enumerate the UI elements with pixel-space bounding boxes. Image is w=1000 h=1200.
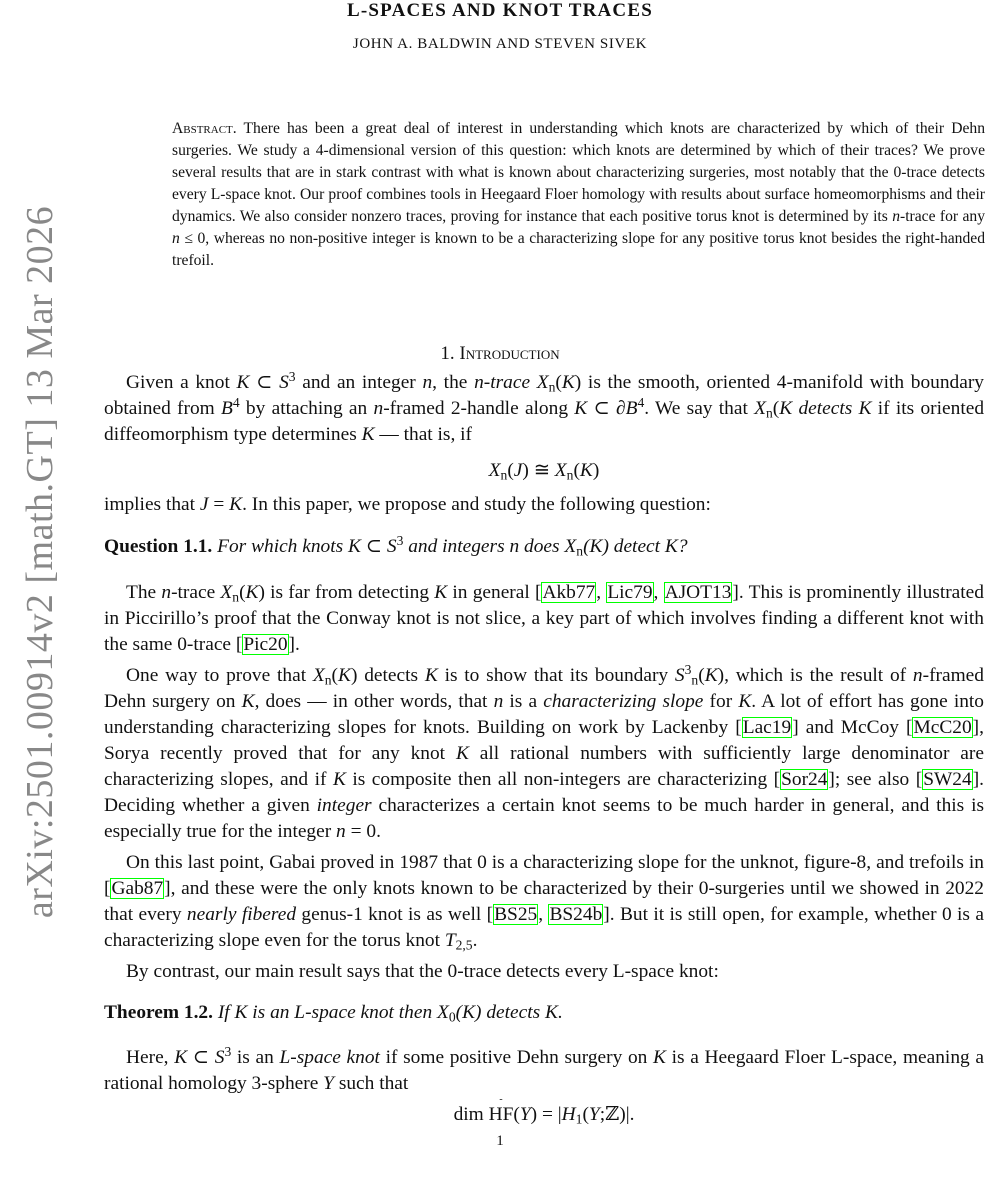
- text-run: ) = |: [530, 1104, 562, 1125]
- text-run: n: [912, 665, 923, 686]
- text-run: (K) detect K?: [583, 536, 688, 557]
- subscript: 0: [448, 1009, 456, 1025]
- text-run: ], Sorya recently proved that for any knot: [104, 717, 984, 764]
- text-run: such that: [333, 1073, 409, 1094]
- text-run: X: [488, 460, 501, 481]
- text-run: K: [424, 665, 438, 686]
- text-run: detects K: [798, 398, 872, 419]
- text-run: implies that: [104, 494, 200, 515]
- display-equation-trace: [104, 458, 984, 484]
- text-run: is a: [503, 691, 544, 712]
- text-run: X: [554, 460, 567, 481]
- display-equation-hf: [104, 1102, 984, 1128]
- text-run: and integers n does X: [403, 536, 577, 557]
- abstract: [172, 118, 985, 272]
- text-run: K: [361, 424, 375, 445]
- superscript: 3: [224, 1044, 232, 1060]
- text-run: and an integer: [295, 372, 423, 393]
- text-run: Y: [323, 1073, 334, 1094]
- text-run: ) ≅: [522, 460, 555, 481]
- text-run: L-space knot: [279, 1047, 380, 1068]
- text-run: is to show that its boundary: [437, 665, 675, 686]
- paragraph-gabai: [104, 850, 984, 954]
- text-run: HF: [489, 1102, 514, 1128]
- text-run: ]. Deciding whether a given: [104, 769, 984, 816]
- text-run: ,: [538, 904, 549, 925]
- text-run: K: [338, 665, 351, 686]
- paragraph-main-result: [104, 959, 984, 985]
- subscript: n: [691, 672, 699, 688]
- text-run: Given a knot: [126, 372, 237, 393]
- text-run: J: [513, 460, 523, 481]
- text-run: ,: [653, 582, 664, 603]
- text-run: — that is, if: [374, 424, 473, 445]
- text-run: X: [754, 398, 766, 419]
- citation-link[interactable]: SW24: [923, 769, 972, 790]
- citation-link[interactable]: Pic20: [243, 634, 288, 655]
- text-run: (: [582, 1104, 589, 1125]
- theorem-1-2: [104, 1000, 984, 1026]
- text-run: ].: [288, 634, 300, 655]
- paragraph-characterizing-slopes: [104, 663, 984, 845]
- citation-link[interactable]: Lac19: [742, 717, 792, 738]
- citation-link[interactable]: Akb77: [542, 582, 596, 603]
- subscript: n: [576, 543, 584, 559]
- section-title: Introduction: [459, 343, 560, 364]
- text-run: X: [220, 582, 233, 603]
- text-run: B: [221, 398, 233, 419]
- superscript: 4: [232, 395, 240, 411]
- text-run: ;ℤ)|.: [599, 1104, 635, 1125]
- text-run: n: [172, 230, 180, 247]
- section-number: 1.: [440, 343, 455, 364]
- text-run: (: [698, 665, 705, 686]
- text-run: all rational numbers with sufficiently large denominator are characterizing slopes, and if: [104, 743, 984, 790]
- citation-link[interactable]: BS24b: [549, 904, 603, 925]
- arxiv-stamp: arXiv:2501.00914v2 [math.GT] 13 Mar 2026: [19, 205, 61, 919]
- text-run: There has been a great deal of interest in understanding which knots are characterized by which of their Dehn surgeries. We study a 4-dimensional version of this question: which knots are determined by which of their traces? We prove several results that are in stark contrast with what is known about characterizing surgeries, most notably that the 0-trace detects every L-space knot. Our proof combines tools in Heegaard Floer homology with results about surface homeomorphisms and their dynamics. We also consider nonzero traces, proving for instance that each positive torus knot is determined by its: [172, 120, 985, 225]
- text-run: characterizing slope: [543, 691, 704, 712]
- subscript: 1: [575, 1111, 583, 1127]
- superscript: 4: [637, 395, 645, 411]
- text-run: Abstract.: [172, 120, 237, 137]
- text-run: (: [573, 460, 580, 481]
- text-run: (: [239, 582, 246, 603]
- text-run: K: [434, 582, 448, 603]
- text-run: K: [245, 582, 259, 603]
- subscript: n: [765, 405, 773, 421]
- text-run: ) is the smooth, oriented 4-manifold with boundary obtained from: [104, 372, 985, 419]
- subscript: n: [548, 379, 556, 395]
- text-run: -framed Dehn surgery on: [104, 665, 984, 712]
- text-run: if its oriented diffeomorphism type determines: [104, 398, 985, 445]
- text-run: . A lot of effort has gone into understanding characterizing slopes for knots. Building on work by Lackenby [: [104, 691, 984, 738]
- text-run: S: [279, 372, 289, 393]
- text-run: K: [455, 743, 469, 764]
- text-run: ⊂: [249, 372, 280, 393]
- text-run: in general [: [447, 582, 542, 603]
- text-run: K: [738, 691, 752, 712]
- text-run: is composite then all non-integers are characterizing [: [345, 769, 781, 790]
- text-run: ), which is the result of: [717, 665, 913, 686]
- text-run: K: [704, 665, 718, 686]
- text-run: -trace: [171, 582, 221, 603]
- text-run: . We say that: [644, 398, 755, 419]
- text-run: if some positive Dehn surgery on: [379, 1047, 654, 1068]
- text-run: ,: [596, 582, 607, 603]
- text-run: is an: [231, 1047, 280, 1068]
- text-run: K: [174, 1047, 188, 1068]
- text-run: n: [493, 691, 504, 712]
- subscript: n: [232, 589, 240, 605]
- text-run: (: [331, 665, 339, 686]
- text-run: , the: [432, 372, 475, 393]
- citation-link[interactable]: Lic79: [607, 582, 653, 603]
- text-run: integer: [316, 795, 372, 816]
- text-run: n: [422, 372, 433, 393]
- text-run: (: [507, 460, 514, 481]
- text-run: ⊂ ∂: [587, 398, 626, 419]
- text-run: Question 1.1.: [104, 536, 213, 557]
- text-run: H: [561, 1104, 576, 1125]
- text-run: ⊂: [187, 1047, 215, 1068]
- paper-title: L-SPACES AND KNOT TRACES: [347, 0, 653, 21]
- superscript: 3: [684, 662, 692, 678]
- text-run: K: [779, 398, 793, 419]
- text-run: dim: [453, 1104, 489, 1125]
- superscript: 3: [288, 369, 296, 385]
- subscript: n: [566, 467, 574, 483]
- text-run: -framed 2-handle along: [383, 398, 575, 419]
- text-run: For which knots K ⊂ S: [212, 536, 397, 557]
- text-run: ): [592, 460, 600, 481]
- text-run: Y: [519, 1104, 531, 1125]
- text-run: S: [214, 1047, 225, 1068]
- citation-link[interactable]: McC20: [913, 717, 972, 738]
- text-run: K: [229, 494, 243, 515]
- paper-authors: JOHN A. BALDWIN AND STEVEN SIVEK: [352, 36, 648, 52]
- paragraph-definition: [104, 370, 984, 448]
- text-run: K: [332, 769, 346, 790]
- text-run: Theorem 1.2.: [104, 1002, 213, 1023]
- superscript: 3: [396, 533, 404, 549]
- text-run: by attaching an: [239, 398, 374, 419]
- section-heading: [0, 342, 1000, 366]
- text-run: (: [513, 1104, 520, 1125]
- text-run: On this last point, Gabai proved in 1987 that 0 is a characterizing slope for the unknot, figure-8, and trefoils in [: [104, 852, 984, 899]
- text-run: = 0.: [345, 821, 381, 842]
- paragraph-trace-detection: [104, 580, 984, 658]
- text-run: =: [208, 494, 230, 515]
- text-run: K: [579, 460, 593, 481]
- citation-link[interactable]: AJOT13: [664, 582, 732, 603]
- question-1-1: [104, 534, 984, 560]
- text-run: n: [336, 821, 346, 842]
- subscript: 2,5: [455, 937, 473, 953]
- text-run: ≤ 0, whereas no non-positive integer is known to be a characterizing slope for any positive torus knot besides the right-handed trefoil.: [172, 230, 985, 269]
- text-run: K: [653, 1047, 666, 1068]
- text-run: (: [555, 372, 562, 393]
- text-run: K: [561, 372, 575, 393]
- page-number: 1: [496, 1133, 504, 1149]
- text-run: If K is an L-space knot then X: [212, 1002, 449, 1023]
- text-run: n-trace X: [474, 372, 549, 393]
- text-run: (K) detects K.: [455, 1002, 563, 1023]
- citation-link[interactable]: Sor24: [781, 769, 828, 790]
- paragraph-question-intro: [104, 492, 984, 518]
- text-run: J: [199, 494, 209, 515]
- text-run: S: [674, 665, 685, 686]
- citation-link[interactable]: Gab87: [111, 878, 164, 899]
- subscript: n: [500, 467, 508, 483]
- text-run: ]; see also [: [828, 769, 923, 790]
- paragraph-lspace-definition: [104, 1045, 984, 1097]
- text-run: Y: [588, 1104, 600, 1125]
- text-run: ]. But it is still open, for example, whether 0 is a characterizing slope even for the torus knot: [104, 904, 984, 951]
- text-run: ) is far from detecting: [258, 582, 435, 603]
- text-run: T: [444, 930, 456, 951]
- text-run: By contrast, our main result says that the 0-trace detects every L-space knot:: [126, 961, 719, 982]
- text-run: , does — in other words, that: [254, 691, 494, 712]
- subscript: n: [324, 672, 332, 688]
- text-run: ]. This is prominently illustrated in Piccirillo’s proof that the Conway knot is not slice, a key part of which involves finding a different knot with the same 0-trace [: [104, 582, 984, 655]
- citation-link[interactable]: BS25: [494, 904, 538, 925]
- text-run: Here,: [126, 1047, 175, 1068]
- text-run: . In this paper, we propose and study the following question:: [242, 494, 711, 515]
- text-run: n: [373, 398, 384, 419]
- text-run: ) detects: [350, 665, 425, 686]
- text-run: K: [574, 398, 588, 419]
- text-run: genus-1 knot is as well [: [296, 904, 494, 925]
- text-run: K: [241, 691, 255, 712]
- text-run: n: [892, 208, 901, 225]
- text-run: X: [312, 665, 325, 686]
- text-run: ], and these were the only knots known to be characterized by their 0-surgeries until we showed in 2022 that every: [104, 878, 984, 925]
- text-run: (: [772, 398, 780, 419]
- text-run: One way to prove that: [126, 665, 313, 686]
- text-run: n: [161, 582, 172, 603]
- text-run: The: [126, 582, 162, 603]
- text-run: .: [472, 930, 478, 951]
- text-run: ] and McCoy [: [792, 717, 913, 738]
- text-run: is a Heegaard Floer L-space, meaning a rational homology 3-sphere: [104, 1047, 984, 1094]
- text-run: -trace for any: [900, 208, 985, 225]
- text-run: nearly fibered: [186, 904, 297, 925]
- text-run: B: [625, 398, 638, 419]
- text-run: for: [703, 691, 739, 712]
- text-run: characterizes a certain knot seems to be much harder in general, and this is especially true for the integer: [104, 795, 984, 842]
- text-run: K: [236, 372, 250, 393]
